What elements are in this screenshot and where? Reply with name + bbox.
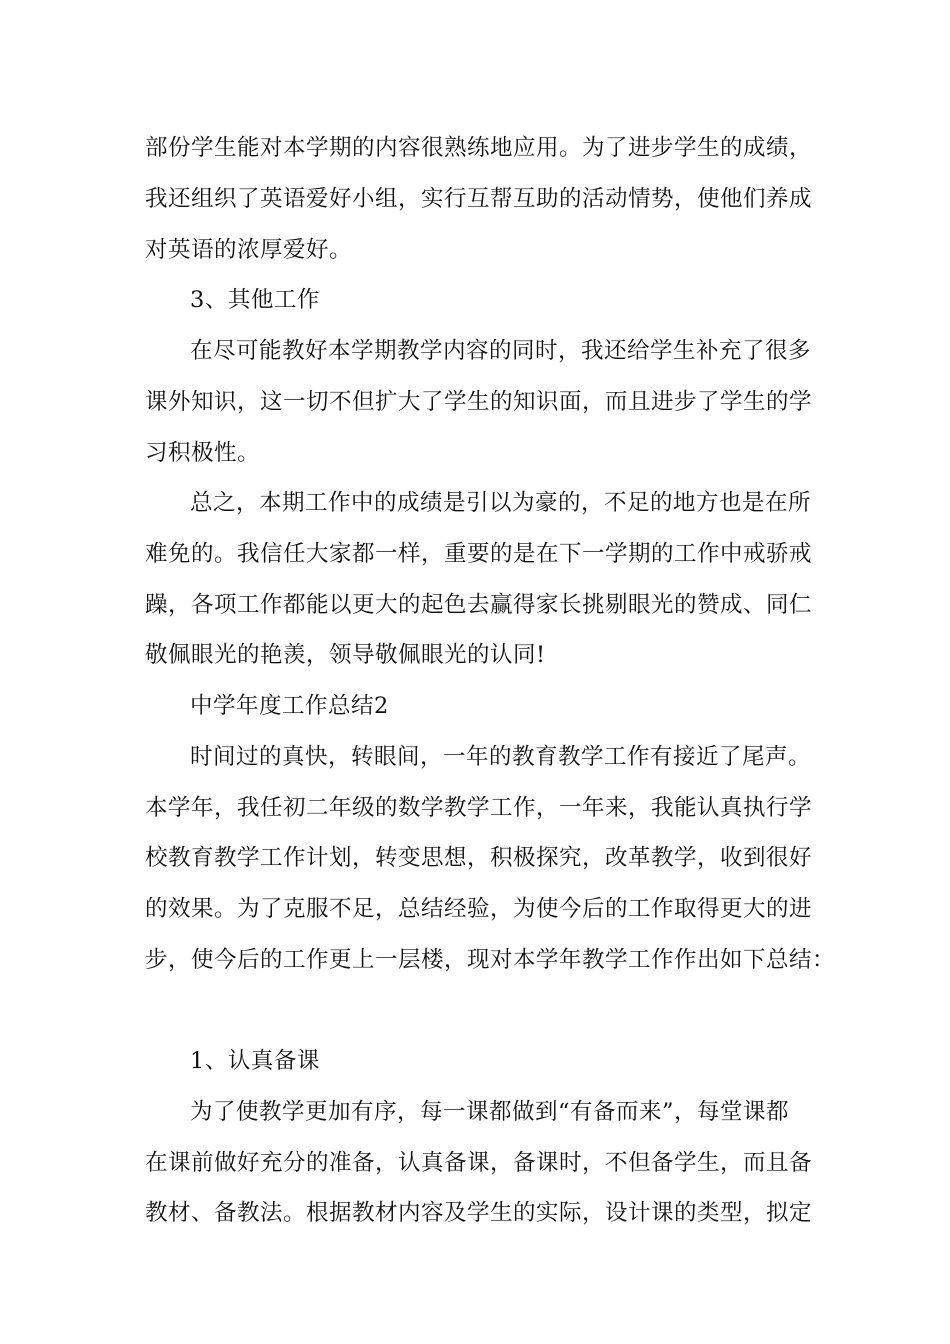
text-line: 课外知识，这一切不但扩大了学生的知识面，而且进步了学生的学: [145, 389, 813, 415]
section-heading: 1、认真备课: [190, 1048, 320, 1074]
text-line: 时间过的真快，转眼间，一年的教育教学工作有接近了尾声。: [190, 744, 812, 770]
text-line: 总之，本期工作中的成绩是引以为豪的，不足的地方也是在所: [190, 490, 812, 516]
text-line: 敬佩眼光的艳羡，领导敬佩眼光的认同!: [145, 642, 546, 668]
text-line: 习积极性。: [145, 440, 261, 466]
text-line: 在尽可能教好本学期教学内容的同时，我还给学生补充了很多: [190, 338, 812, 364]
text-line: 教材、备教法。根据教材内容及学生的实际，设计课的类型，拟定: [145, 1200, 813, 1226]
document-subtitle: 中学年度工作总结2: [190, 693, 389, 719]
text-line: 在课前做好充分的准备，认真备课，备课时，不但备学生，而且备: [145, 1150, 813, 1176]
text-line: 躁，各项工作都能以更大的起色去赢得家长挑剔眼光的赞成、同仁: [145, 592, 813, 618]
text-line: 难免的。我信任大家都一样，重要的是在下一学期的工作中戒骄戒: [145, 541, 813, 567]
text-line: 本学年，我任初二年级的数学教学工作，一年来，我能认真执行学: [145, 795, 813, 821]
text-line: 步，使今后的工作更上一层楼，现对本学年教学工作作出如下总结：: [145, 947, 836, 973]
text-line: 对英语的浓厚爱好。: [145, 237, 353, 263]
text-line: 的效果。为了克服不足，总结经验，为使今后的工作取得更大的进: [145, 896, 813, 922]
text-line: 部份学生能对本学期的内容很熟练地应用。为了进步学生的成绩，: [145, 135, 813, 161]
text-line: 我还组织了英语爱好小组，实行互帮互助的活动情势，使他们养成: [145, 186, 813, 212]
text-line: 校教育教学工作计划，转变思想，积极探究，改革教学，收到很好: [145, 845, 813, 871]
text-line: 为了使教学更加有序，每一课都做到“有备而来”，每堂课都: [190, 1099, 790, 1125]
section-heading: 3、其他工作: [190, 287, 320, 313]
